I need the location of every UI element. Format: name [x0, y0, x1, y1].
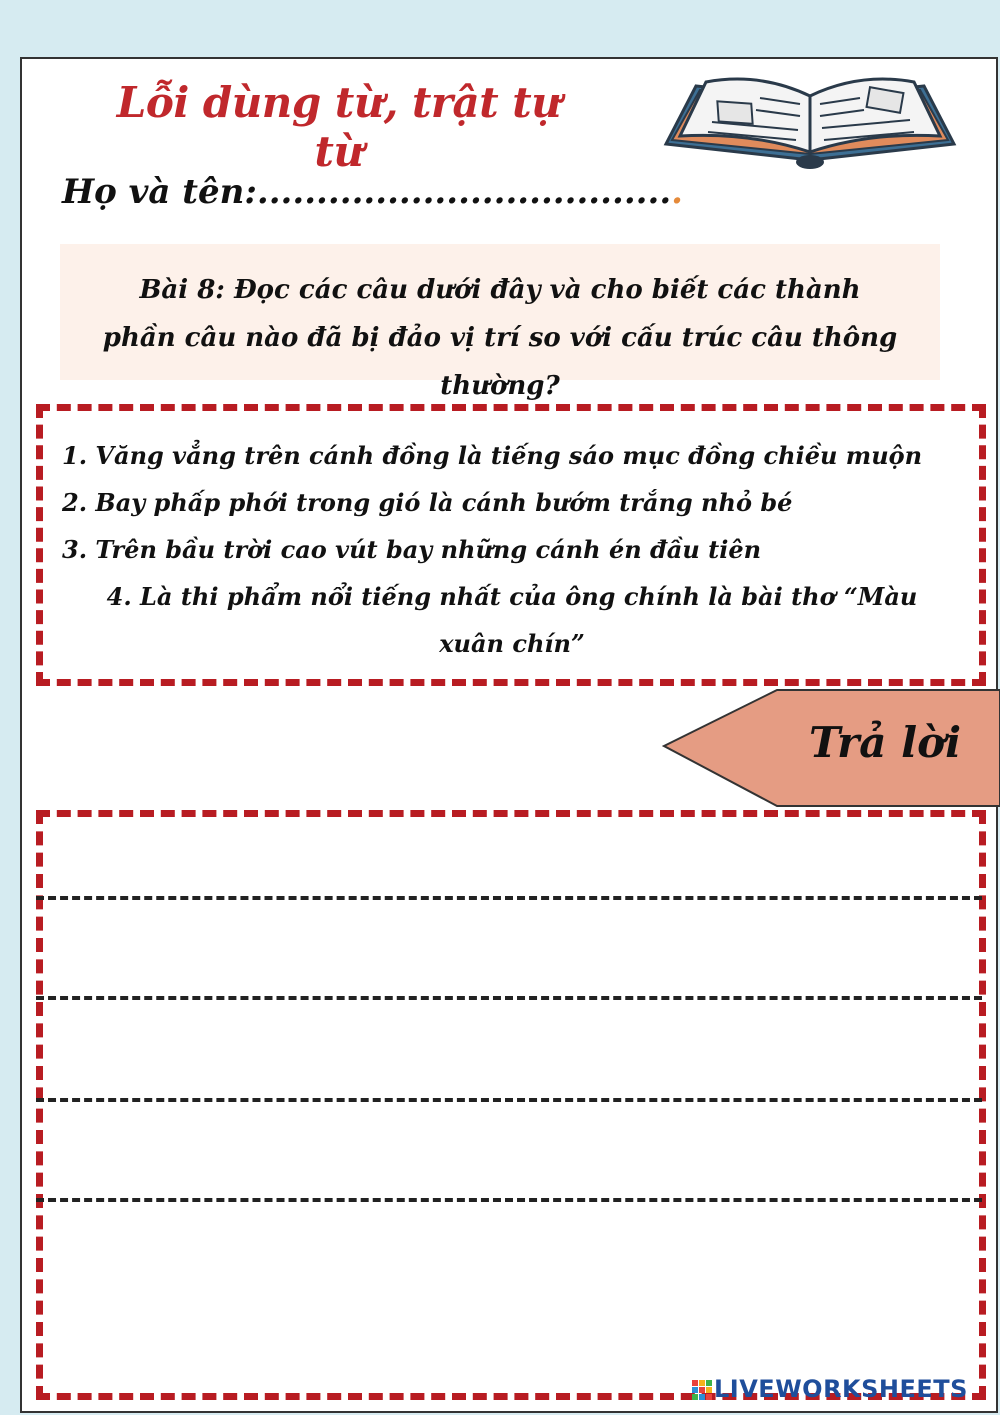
sentence-list	[62, 432, 952, 667]
task-instruction: Bài 8: Đọc các câu dưới đây và cho biết các thành phần câu nào đã bị đảo vị trí so với cấu trúc câu thông thường?	[60, 244, 940, 380]
sentence-item: 3. Trên bầu trời cao vút bay những cánh én đầu tiên	[62, 535, 762, 564]
answer-line[interactable]	[36, 1098, 982, 1102]
name-dot-end: .	[671, 172, 684, 212]
answer-line[interactable]	[36, 996, 982, 1000]
answer-line[interactable]	[36, 1198, 982, 1202]
answer-label: Trả lời	[808, 718, 962, 767]
liveworksheets-mark-icon	[692, 1380, 712, 1400]
sentence-item: 4. Là thi phẩm nổi tiếng nhất của ông chính là bài thơ “Màu xuân chín”	[106, 582, 918, 658]
name-dots: ...................................	[256, 172, 672, 212]
open-book-icon	[660, 68, 960, 172]
liveworksheets-logo	[692, 1375, 968, 1403]
logo-text: LIVEWORKSHEETS	[714, 1375, 968, 1403]
answer-line[interactable]	[36, 896, 982, 900]
sentence-item: 2. Bay phấp phới trong gió là cánh bướm trắng nhỏ bé	[62, 488, 793, 517]
sentence-item: 1. Văng vẳng trên cánh đồng là tiếng sáo mục đồng chiều muộn	[62, 441, 923, 470]
worksheet-title: Lỗi dùng từ, trật tự từ	[116, 78, 562, 176]
name-label: Họ và tên:	[62, 172, 257, 212]
name-field[interactable]	[62, 172, 683, 212]
